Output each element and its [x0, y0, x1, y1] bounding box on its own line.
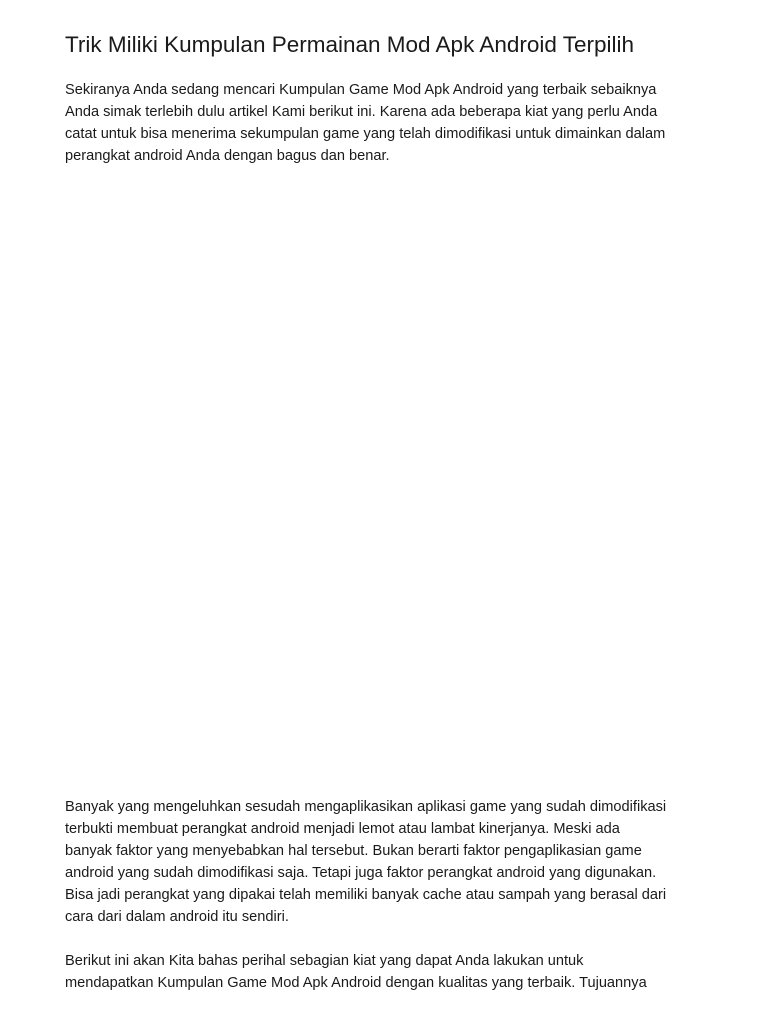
paragraph-line: android yang sudah dimodifikasi saja. Tetapi juga faktor perangkat android yang digunakan. — [65, 865, 657, 881]
paragraph-line: catat untuk bisa menerima sekumpulan game yang telah dimodifikasi untuk dimainkan dalam — [65, 126, 666, 142]
paragraph-line: cara dari dalam android itu sendiri. — [65, 909, 289, 925]
paragraph-line: Anda simak terlebih dulu artikel Kami berikut ini. Karena ada beberapa kiat yang perlu Anda — [65, 104, 658, 120]
page-title: Trik Miliki Kumpulan Permainan Mod Apk Android Terpilih — [65, 32, 635, 57]
paragraph-tips — [65, 950, 715, 994]
paragraph-line: Sekiranya Anda sedang mencari Kumpulan Game Mod Apk Android yang terbaik sebaiknya — [65, 82, 657, 98]
paragraph-line: Bisa jadi perangkat yang dipakai telah memiliki banyak cache atau sampah yang berasal dari — [65, 887, 667, 903]
paragraph-line: terbukti membuat perangkat android menjadi lemot atau lambat kinerjanya. Meski ada — [65, 821, 620, 837]
paragraph-line: Berikut ini akan Kita bahas perihal sebagian kiat yang dapat Anda lakukan untuk — [65, 953, 584, 969]
paragraph-line: perangkat android Anda dengan bagus dan benar. — [65, 148, 390, 164]
paragraph-line: Banyak yang mengeluhkan sesudah mengaplikasikan aplikasi game yang sudah dimodifikasi — [65, 799, 667, 815]
paragraph-intro — [65, 79, 715, 167]
paragraph-line: banyak faktor yang menyebabkan hal tersebut. Bukan berarti faktor pengaplikasian game — [65, 843, 642, 859]
paragraph-complaints — [65, 796, 715, 928]
paragraph-line: mendapatkan Kumpulan Game Mod Apk Android dengan kualitas yang terbaik. Tujuannya — [65, 975, 647, 991]
